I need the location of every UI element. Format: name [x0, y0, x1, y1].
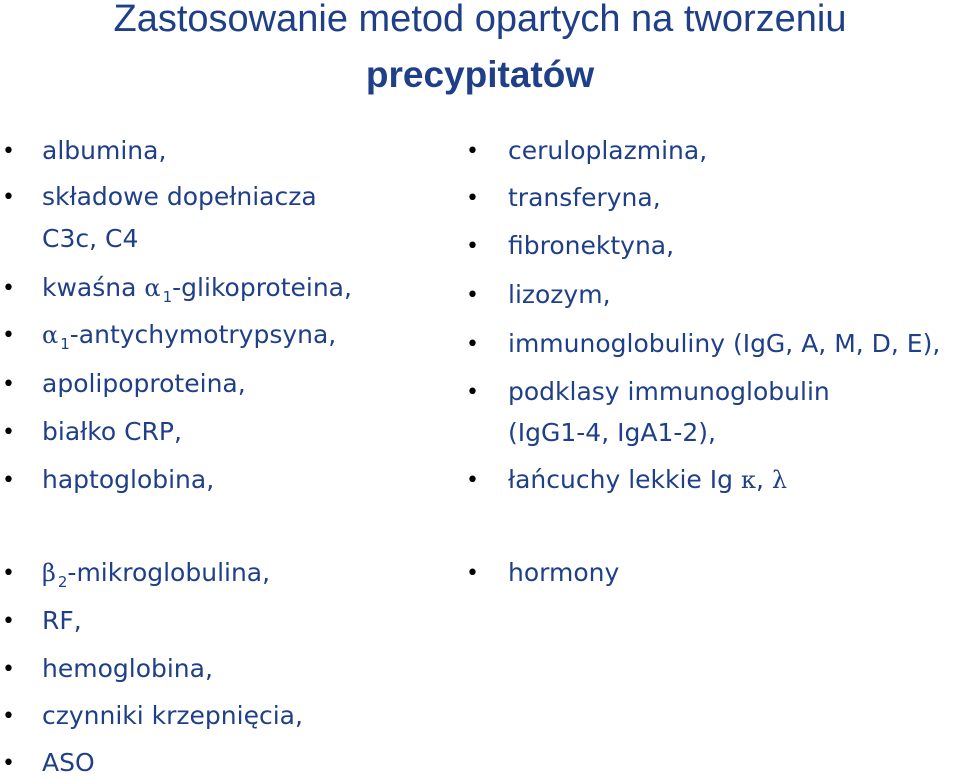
list-item-light-chains — [508, 467, 787, 492]
list-item-b2-microglobulin — [42, 558, 271, 591]
item-text: kwaśna — [42, 273, 145, 302]
list-item-aso: ASO — [42, 748, 95, 777]
bullet: • — [466, 139, 479, 164]
list-item-fibronectin: fibronektyna, — [508, 231, 675, 260]
bullet: • — [466, 468, 479, 493]
list-item-lysozyme: lizozym, — [508, 280, 611, 309]
item-text: -glikoproteina, — [172, 273, 352, 302]
list-item-clotting-factors: czynniki krzepnięcia, — [42, 701, 303, 730]
list-item-subclasses-line2: (IgG1-4, IgA1-2), — [508, 418, 716, 447]
list-item-crp: białko CRP, — [42, 417, 182, 446]
bullet: • — [2, 420, 15, 445]
title-line-2: precypitatów — [365, 54, 595, 95]
list-item-ceruloplasmin: ceruloplazmina, — [508, 136, 708, 165]
list-item-subclasses-line1: podklasy immunoglobulin — [508, 377, 830, 406]
alpha-symbol: α — [42, 321, 59, 349]
kappa-symbol: κ — [740, 466, 756, 494]
bullet: • — [2, 468, 15, 493]
bullet: • — [2, 323, 15, 348]
alpha-symbol: α — [144, 274, 161, 302]
bullet: • — [466, 283, 479, 308]
bullet: • — [2, 139, 15, 164]
item-text: , — [755, 465, 772, 494]
list-item-hormones: hormony — [508, 558, 620, 587]
list-item-albumin: albumina, — [42, 136, 167, 165]
bullet: • — [466, 186, 479, 211]
bullet: • — [2, 609, 15, 634]
bullet: • — [466, 380, 479, 405]
list-item-rf: RF, — [42, 606, 82, 635]
bullet: • — [2, 657, 15, 682]
list-item-immunoglobulins: immunoglobuliny (IgG, A, M, D, E), — [508, 329, 941, 358]
list-item-acid-glycoprotein — [42, 273, 352, 306]
bullet: • — [2, 751, 15, 776]
bullet: • — [2, 372, 15, 397]
bullet: • — [2, 704, 15, 729]
list-item-apolipoprotein: apolipoproteina, — [42, 369, 246, 398]
list-item-haptoglobin: haptoglobina, — [42, 465, 215, 494]
list-item-complement-line1: składowe dopełniacza — [42, 182, 317, 211]
list-item-antichymotrypsin — [42, 320, 337, 353]
bullet: • — [466, 561, 479, 586]
list-item-transferrin: transferyna, — [508, 183, 661, 212]
beta-symbol: β — [42, 559, 56, 587]
subscript: 1 — [60, 335, 70, 353]
list-item-hemoglobin: hemoglobina, — [42, 654, 213, 683]
item-text: łańcuchy lekkie Ig — [508, 465, 741, 494]
subscript: 2 — [57, 573, 68, 591]
bullet: • — [466, 332, 479, 357]
bullet: • — [466, 234, 479, 259]
bullet: • — [2, 276, 15, 301]
subscript: 1 — [162, 288, 173, 306]
lambda-symbol: λ — [771, 466, 788, 494]
item-text: -mikroglobulina, — [67, 558, 271, 587]
bullet: • — [2, 185, 15, 210]
list-item-complement-line2: C3c, C4 — [42, 224, 139, 253]
item-text: -antychymotrypsyna, — [69, 320, 337, 349]
title-line-1: Zastosowanie metod opartych na tworzeniu — [113, 0, 847, 40]
bullet: • — [2, 561, 15, 586]
